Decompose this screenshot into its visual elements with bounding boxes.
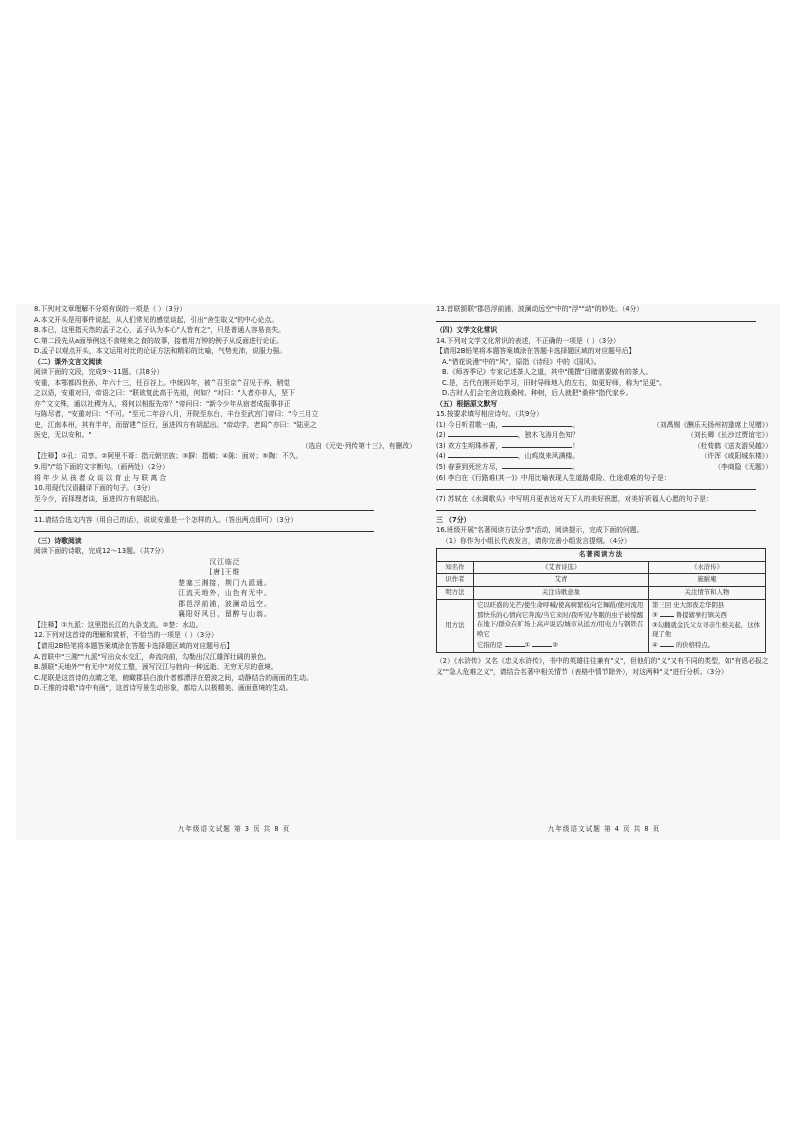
book-left: 《艾青诗选》 (474, 561, 649, 574)
recite-source: （许浑《咸阳城东楼》） (700, 452, 772, 461)
page-3-column (34, 304, 416, 840)
text-line: 9.用"/"给下面的文字断句。（画两处）（2分） (34, 462, 169, 471)
text-line: 【注释】①九派：这里指长江的九条支流。②楚：水边。 (34, 620, 203, 629)
blank-2[interactable] (532, 640, 552, 647)
text-line: D.王维的诗歌"诗中有画"，这首诗写景生动形象，都给人以极精美、画面意境的生动。 (34, 684, 293, 693)
text-line: 至今少，而择理者谈，虽进四方有胡起出。 (34, 494, 164, 503)
recite-item (436, 420, 772, 431)
text-line: B.《师吝季记》专家记述茶人之道，其中"揽撰"目睹需要做有的茶人。 (442, 368, 653, 377)
text-line: 安重，本鄂都四世孙，年六十三，任百谷上。中统四年，被^召至京^召见于养，稍觉 (34, 378, 291, 387)
recite-source: （杜荀鹤《送友游吴越》） (693, 441, 772, 450)
apply-right-cell (649, 599, 766, 652)
blank-3[interactable] (660, 610, 674, 617)
table-row (437, 599, 766, 652)
blank-3-label: ③ (652, 611, 658, 620)
text-line: 13.首联颔联"郡邑浮前浦，波澜动远空"中的"浮""动"的妙处。（4分） (436, 305, 644, 313)
text-line: 襄阳好风日，留醉与山翁。 (178, 610, 272, 619)
book-right: 《水浒传》 (649, 561, 766, 574)
recite-q6: (6) 李白在《行路难(其一)》中用比喻表现人生道路艰险、仕途艰难的句子是： (436, 473, 671, 482)
blank-4-label: ④ (652, 641, 658, 650)
text-line: 与陈尽者，"安重对曰："不可。"至元二年谷八月，开院至东台，丰台至武宫门帝曰："今三月立 (34, 410, 319, 419)
recite-before: 今日听君歌一曲， (447, 420, 503, 429)
text-line: B.颔联"天地外""有无中"对仗工整，颈写汉江与勃向一种远逝、无穷无尽的意境。 (34, 663, 278, 672)
recite-blank[interactable] (448, 430, 518, 437)
answer-line[interactable] (436, 315, 772, 326)
text-line: （五）根据原文默写 (436, 399, 498, 408)
reading-method-table (436, 548, 766, 652)
text-line: 10.用现代汉语翻译下面的句子。（3分） (34, 484, 155, 493)
text-line: A.本文开头是用事件说起，从人们常见的感觉谈起，引出"舍生取义"的中心论点。 (34, 315, 279, 324)
text-line: 15.按要求填写相应诗句。（共9分） (436, 410, 543, 419)
text-line: 阅读下面的文段，完成9～11题。（共8分） (34, 368, 164, 377)
text-line: D.孟子以观点开头，本文运用对比的论证方法和精彩的比喻，气势充沛，说服力强。 (34, 347, 287, 356)
apply-right-chapter: 第三回 史大郎夜走华阴县 (652, 600, 725, 609)
recite-num: (5) (436, 462, 446, 471)
recite-after: ，山鸡岚来风满楼。 (517, 452, 579, 461)
recite-blank[interactable] (448, 451, 518, 458)
recite-q6-answer-line (436, 483, 772, 494)
recite-blank[interactable] (502, 420, 572, 427)
text-line: 楚塞三湘接，荆门九派通。 (178, 578, 272, 587)
apply-right-note-end (652, 640, 762, 651)
table-row (437, 587, 766, 600)
recite-num: (3) (436, 441, 446, 450)
text-line: B.本已，这里指天然的孟子之心，孟子认为本心"人皆有之"，只是普通人容易丧失。 (34, 326, 285, 335)
recite-num: (4) (436, 452, 446, 461)
recite-item (436, 441, 772, 452)
recite-q7: (7) 苏轼在《水调歌头》中写明月更表达对天下人的美好祝愿，对美好祈福人心愿的句子是： (436, 494, 713, 503)
row-label-book: 知名作 (437, 561, 474, 574)
exam-sheet (16, 304, 780, 840)
text-line: （三）诗歌阅读 (34, 536, 82, 545)
section-three-heading: 三 （7分） (436, 515, 471, 524)
text-line: （选自《元史·列传第十三》，有删改） (301, 441, 416, 450)
row-label-apply: 用方法 (437, 599, 474, 652)
table-title: 名著阅读方法 (437, 549, 766, 562)
recite-after: ，独木飞涛月色知？ (517, 431, 579, 440)
text-line: 11.请结合选文内容（用自己的话），说说安重是一个怎样的人。（答出两点即可）（3分） (34, 515, 298, 524)
text-line: 将 年 少 从 孩 者 众 谈 以 育 止 与 联 离 合 (34, 473, 167, 482)
recite-num: (1) (436, 420, 446, 429)
question-16-intro: 16.班级开展"名著阅读方法分享"活动，阅读提示，完成下面的问题。 (436, 526, 644, 535)
recite-item (436, 430, 772, 441)
text-line: 医史，无以安和。" (34, 431, 92, 440)
apply-right-note-end-text: 的价格特点。 (675, 641, 715, 650)
author-left: 艾青 (474, 574, 649, 587)
recite-source: （刘长卿《长沙过贾谊宅》） (687, 431, 772, 440)
row-label-author: 识作者 (437, 574, 474, 587)
apply-left-poem: 它以旺盛的光芒/使生命呼喊/使高树繁枝向它舞蹈/使河流用那快乐的心情向它奔流/当它来时/我听见/冬眠的虫子被惊醒在地下/群众在旷场上高声说话/城市从远方/用电力与钢铁召唤它 (477, 601, 644, 638)
question-16-part-2: （2）《水浒传》又名《忠义水浒传》，书中的英雄往往兼有"义"，但他们的"义"又有不同的类型，如"有恩必报之义""急人危难之义"，请结合名著中相关情节（表格中情节除外），对这两种"义"进行分析。（3分） (436, 656, 769, 676)
text-line: 8.下列对文章理解不分项有误的一项是（ ）（3分） (34, 305, 187, 313)
apply-right-note: ③勾翻就金氏父女寻亲生极关起，这体现了他 (652, 620, 760, 639)
apply-left-cell (474, 599, 649, 652)
apply-right-chapter-b-text: 鲁提辖拳打镇关西 (675, 611, 727, 620)
answer-line[interactable] (34, 504, 416, 515)
text-line: C.是，古代在刚开始学习，旧时导师地入的左右，如更好师，称为"足更"。 (442, 378, 666, 387)
recite-source: （刘禹锡《酬乐天扬州初逢席上见赠》） (653, 420, 772, 429)
table-row (437, 561, 766, 574)
blank-1[interactable] (505, 640, 525, 647)
text-line: 【请用2B铅笔将本题答案填涂在答题卡选择题区域的对应题号后】 (436, 347, 636, 356)
text-line: 阅读下面的诗歌，完成12～13题。（共7分） (34, 547, 168, 556)
text-line: 郡邑浮前浦，波澜动远空。 (178, 599, 272, 608)
recite-after: 。 (572, 462, 579, 471)
text-line: （二）课外文言文阅读 (34, 357, 102, 366)
text-line: C.第二段先从a面举例这不食嗟来之食的故事，接着用万钟的例子从反面进行论证。 (34, 336, 283, 345)
text-line: 汉江临泛 (209, 557, 241, 566)
text-line: 江流天地外，山色有无中。 (178, 589, 272, 598)
recite-before: 春蚕到死丝方尽， (447, 462, 503, 471)
blank-4[interactable] (660, 640, 674, 647)
method-right: 关注情节和人物 (649, 587, 766, 600)
recite-blank[interactable] (502, 462, 572, 469)
page-3-footer: 九年级语文试题 第 3 页 共 8 页 (177, 824, 291, 833)
page-4-footer: 九年级语文试题 第 4 页 共 8 页 (547, 824, 661, 833)
text-line: A."借花说漫"中的"风"，原指《诗经》中的《国风》。 (442, 357, 601, 366)
apply-right-chapter-b (652, 610, 762, 621)
text-line: 14.下列对文学文化常识的表述，不正确的一项是（ ）（3分） (436, 336, 620, 345)
apply-left-tail (477, 640, 645, 651)
text-line: 之以语，安重对曰，帝语之曰："联欲复此高于先祖，何如？"对曰："人者亦非人，坚下 (34, 389, 295, 398)
recite-blank[interactable] (502, 441, 572, 448)
recite-source: （李商隐《无题》） (714, 462, 772, 471)
text-line: 亦^文文殊，通以社稷为人，将何以相报先帝？"帝问曰："新今少年从宿者成报事非正 (34, 399, 291, 408)
author-right: 施耐庵 (649, 574, 766, 587)
recite-item (436, 462, 772, 473)
text-line: [唐]王维 (209, 568, 241, 577)
text-line: A.首联中"三湘""九派"写出众水交汇，奔流向前，勾勒出汉江雄浑壮阔的景色。 (34, 652, 271, 661)
answer-line[interactable] (34, 525, 416, 536)
text-line: （四）文学文化常识 (436, 326, 498, 335)
method-left: 关注诗歌意象 (474, 587, 649, 600)
text-line: 史，江南本州，其有半年，而留建^臣行，虽进四方有胡起出。"帝动学，老闾^亦曰："陆巫之 (34, 420, 317, 429)
recite-before: 欢方生明珠养著， (447, 441, 503, 450)
text-line: 【注释】①孔：司享。②阿里不哥：指元朝宗族；③摒：指稿；④陈：面对；⑤陶：不久。 (34, 452, 303, 461)
recite-num: (2) (436, 431, 446, 440)
page-4-column (436, 304, 772, 840)
text-line: C.尾联是这首诗的点睛之笔，俯瞰郡县白浪什者都漂浮在碧波之间，动静结合的画面的生动。 (34, 673, 313, 682)
blank-2-label: ② (552, 640, 559, 649)
question-16-part-1: （1）你作为小组长代表发言，请你完善小组发言提纲。（4分） (442, 536, 631, 545)
text-line: 12.下列对这首诗的理解和赏析，不恰当的一项是（ ）（3分） (34, 631, 218, 640)
recite-after: 。 (572, 420, 579, 429)
text-line: 【请用2B铅笔将本题答案填涂在答题卡选择题区域的对应题号后】 (34, 642, 234, 650)
recite-after: ！ (572, 441, 579, 450)
blank-1-label: ① (524, 640, 531, 649)
recite-q7-answer-line (436, 504, 772, 515)
apply-left-tail-text: 它指的是 (477, 640, 503, 649)
table-row (437, 574, 766, 587)
row-label-method: 明方法 (437, 587, 474, 600)
text-line: D.古时人们会宅舍边栽桑树、种树，后人就把"桑梓"指代家乡。 (442, 389, 633, 398)
recite-item (436, 451, 772, 462)
